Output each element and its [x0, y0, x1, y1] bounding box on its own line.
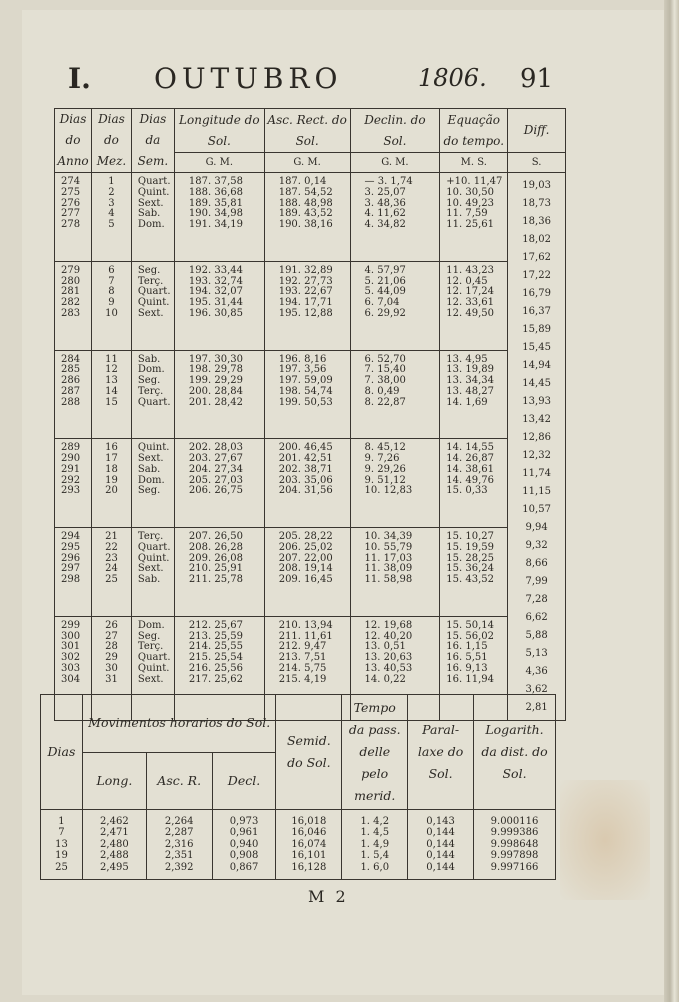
cell-equacao: 13. 4,95 13. 19,89 13. 34,34 13. 48,27 14. 1,69 — [440, 350, 508, 439]
table-row — [55, 350, 566, 439]
cell-dias-sem: Sab. Dom. Seg. Terç. Quart. — [131, 350, 174, 439]
cell-dias-mez: 16 17 18 19 20 — [91, 439, 131, 528]
month-title: OUTUBRO — [154, 62, 343, 95]
cell-longitude: 192. 33,44 193. 32,74 194. 32,07 195. 31,44 196. 30,85 — [174, 261, 264, 350]
cell-dias-anno: 274 275 276 277 278 — [55, 173, 92, 262]
signature-mark: M 2 — [308, 887, 349, 906]
header-tempo: Tempo da pass. delle pelo merid. — [342, 695, 408, 810]
cell-dias-sem: Dom. Seg. Terç. Quart. Quint. Sext. — [131, 616, 174, 720]
cell-dias-mez: 21 22 23 24 25 — [91, 528, 131, 617]
cell-dias-anno: 284 285 286 287 288 — [55, 350, 92, 439]
cell-asc: 2,264 2,287 2,316 2,351 2,392 — [146, 810, 212, 880]
cell-equacao: 15. 50,14 15. 56,02 16. 1,15 16. 5,51 16. 9,13 16. 11,94 — [440, 616, 508, 720]
cell-dias: 1 7 13 19 25 — [41, 810, 83, 880]
subheader-equacao: M. S. — [440, 153, 508, 173]
header-dias-mez: Dias do Mez. — [91, 109, 131, 173]
cell-long: 2,462 2,471 2,480 2,488 2,495 — [82, 810, 146, 880]
cell-decl: 0,973 0,961 0,940 0,908 0,867 — [212, 810, 276, 880]
subheader-declin: G. M. — [350, 153, 440, 173]
cell-dias-sem: Quart. Quint. Sext. Sab. Dom. — [131, 173, 174, 262]
page-header — [0, 62, 679, 102]
cell-asc-rect: 191. 32,89 192. 27,73 193. 22,67 194. 17,71 195. 12,88 — [264, 261, 350, 350]
header-diff: Diff. — [508, 109, 566, 153]
cell-dias-sem: Terç. Quart. Quint. Sext. Sab. — [131, 528, 174, 617]
header-asc: Asc. R. — [146, 752, 212, 810]
table-row — [55, 528, 566, 617]
cell-longitude: 207. 26,50 208. 26,28 209. 26,08 210. 25,91 211. 25,78 — [174, 528, 264, 617]
page-edge — [664, 0, 679, 1002]
table-row — [55, 439, 566, 528]
header-long: Long. — [82, 752, 146, 810]
cell-dias-anno: 279 280 281 282 283 — [55, 261, 92, 350]
header-longitude: Longitude do Sol. — [174, 109, 264, 153]
header-dias-anno: Dias do Anno — [55, 109, 92, 173]
cell-dias-anno: 299 300 301 302 303 304 — [55, 616, 92, 720]
cell-equacao: 14. 14,55 14. 26,87 14. 38,61 14. 49,76 15. 0,33 — [440, 439, 508, 528]
cell-dias-sem: Quint. Sext. Sab. Dom. Seg. — [131, 439, 174, 528]
header-declin: Declin. do Sol. — [350, 109, 440, 153]
cell-longitude: 187. 37,58 188. 36,68 189. 35,81 190. 34,98 191. 34,19 — [174, 173, 264, 262]
cell-asc-rect: 200. 46,45 201. 42,51 202. 38,71 203. 35,06 204. 31,56 — [264, 439, 350, 528]
ephemeris-table — [54, 108, 566, 721]
header-logarith: Logarith. da dist. do Sol. — [474, 695, 556, 810]
cell-tempo: 1. 4,2 1. 4,5 1. 4,9 1. 5,4 1. 6,0 — [342, 810, 408, 880]
cell-declin: 12. 19,68 12. 40,20 13. 0,51 13. 20,63 13. 40,53 14. 0,22 — [350, 616, 440, 720]
cell-asc-rect: 187. 0,14 187. 54,52 188. 48,98 189. 43,52 190. 38,16 — [264, 173, 350, 262]
volume-number: I. — [68, 62, 91, 95]
cell-equacao: 15. 10,27 15. 19,59 15. 28,25 15. 36,24 15. 43,52 — [440, 528, 508, 617]
table-row — [55, 261, 566, 350]
cell-longitude: 197. 30,30 198. 29,78 199. 29,29 200. 28,84 201. 28,42 — [174, 350, 264, 439]
cell-dias-mez: 11 12 13 14 15 — [91, 350, 131, 439]
cell-dias-mez: 1 2 3 4 5 — [91, 173, 131, 262]
cell-dias-anno: 294 295 296 297 298 — [55, 528, 92, 617]
paper-stain — [560, 780, 650, 900]
year: 1806. — [418, 64, 487, 92]
cell-equacao: +10. 11,47 10. 30,50 10. 49,23 11. 7,59 11. 25,61 — [440, 173, 508, 262]
cell-longitude: 212. 25,67 213. 25,59 214. 25,55 215. 25,54 216. 25,56 217. 25,62 — [174, 616, 264, 720]
cell-dias-anno: 289 290 291 292 293 — [55, 439, 92, 528]
table-row — [41, 810, 556, 880]
header-semid: Semid. do Sol. — [276, 695, 342, 810]
cell-asc-rect: 196. 8,16 197. 3,56 197. 59,09 198. 54,74 199. 50,53 — [264, 350, 350, 439]
page-number: 91 — [520, 64, 554, 94]
cell-declin: 8. 45,12 9. 7,26 9. 29,26 9. 51,12 10. 12,83 — [350, 439, 440, 528]
header-dias-sem: Dias da Sem. — [131, 109, 174, 173]
header-equacao: Equação do tempo. — [440, 109, 508, 153]
hourly-motion-table — [40, 694, 556, 880]
cell-equacao: 11. 43,23 12. 0,45 12. 17,24 12. 33,61 12. 49,50 — [440, 261, 508, 350]
cell-declin: — 3. 1,74 3. 25,07 3. 48,36 4. 11,62 4. 34,82 — [350, 173, 440, 262]
header-paralaxe: Paral- laxe do Sol. — [408, 695, 474, 810]
header-movimentos: Movimentos horarios do Sol. — [82, 695, 275, 753]
cell-declin: 4. 57,97 5. 21,06 5. 44,09 6. 7,04 6. 29,92 — [350, 261, 440, 350]
subheader-diff: S. — [508, 153, 566, 173]
cell-declin: 10. 34,39 10. 55,79 11. 17,03 11. 38,09 11. 58,98 — [350, 528, 440, 617]
header-asc-rect: Asc. Rect. do Sol. — [264, 109, 350, 153]
header-dias: Dias — [41, 695, 83, 810]
cell-dias-sem: Seg. Terç. Quart. Quint. Sext. — [131, 261, 174, 350]
cell-asc-rect: 205. 28,22 206. 25,02 207. 22,00 208. 19,14 209. 16,45 — [264, 528, 350, 617]
cell-declin: 6. 52,70 7. 15,40 7. 38,00 8. 0,49 8. 22,87 — [350, 350, 440, 439]
header-decl: Decl. — [212, 752, 276, 810]
table-row — [55, 173, 566, 262]
cell-semid: 16,018 16,046 16,074 16,101 16,128 — [276, 810, 342, 880]
subheader-longitude: G. M. — [174, 153, 264, 173]
cell-longitude: 202. 28,03 203. 27,67 204. 27,34 205. 27,03 206. 26,75 — [174, 439, 264, 528]
cell-dias-mez: 6 7 8 9 10 — [91, 261, 131, 350]
cell-dias-mez: 26 27 28 29 30 31 — [91, 616, 131, 720]
subheader-asc: G. M. — [264, 153, 350, 173]
cell-paralaxe: 0,143 0,144 0,144 0,144 0,144 — [408, 810, 474, 880]
cell-logarith: 9.000116 9.999386 9.998648 9.997898 9.997166 — [474, 810, 556, 880]
cell-asc-rect: 210. 13,94 211. 11,61 212. 9,47 213. 7,51 214. 5,75 215. 4,19 — [264, 616, 350, 720]
diff-column: 19,03 18,73 18,36 18,02 17,62 17,22 16,79 16,37 15,89 15,45 14,94 14,45 13,93 13,42 12,86 12,32 11,74 11,15 10,57 9,94 9,32 8,66 7,99 7,28 6,62 5,88 5,13 4,36 3,62 2,81 — [508, 173, 566, 721]
